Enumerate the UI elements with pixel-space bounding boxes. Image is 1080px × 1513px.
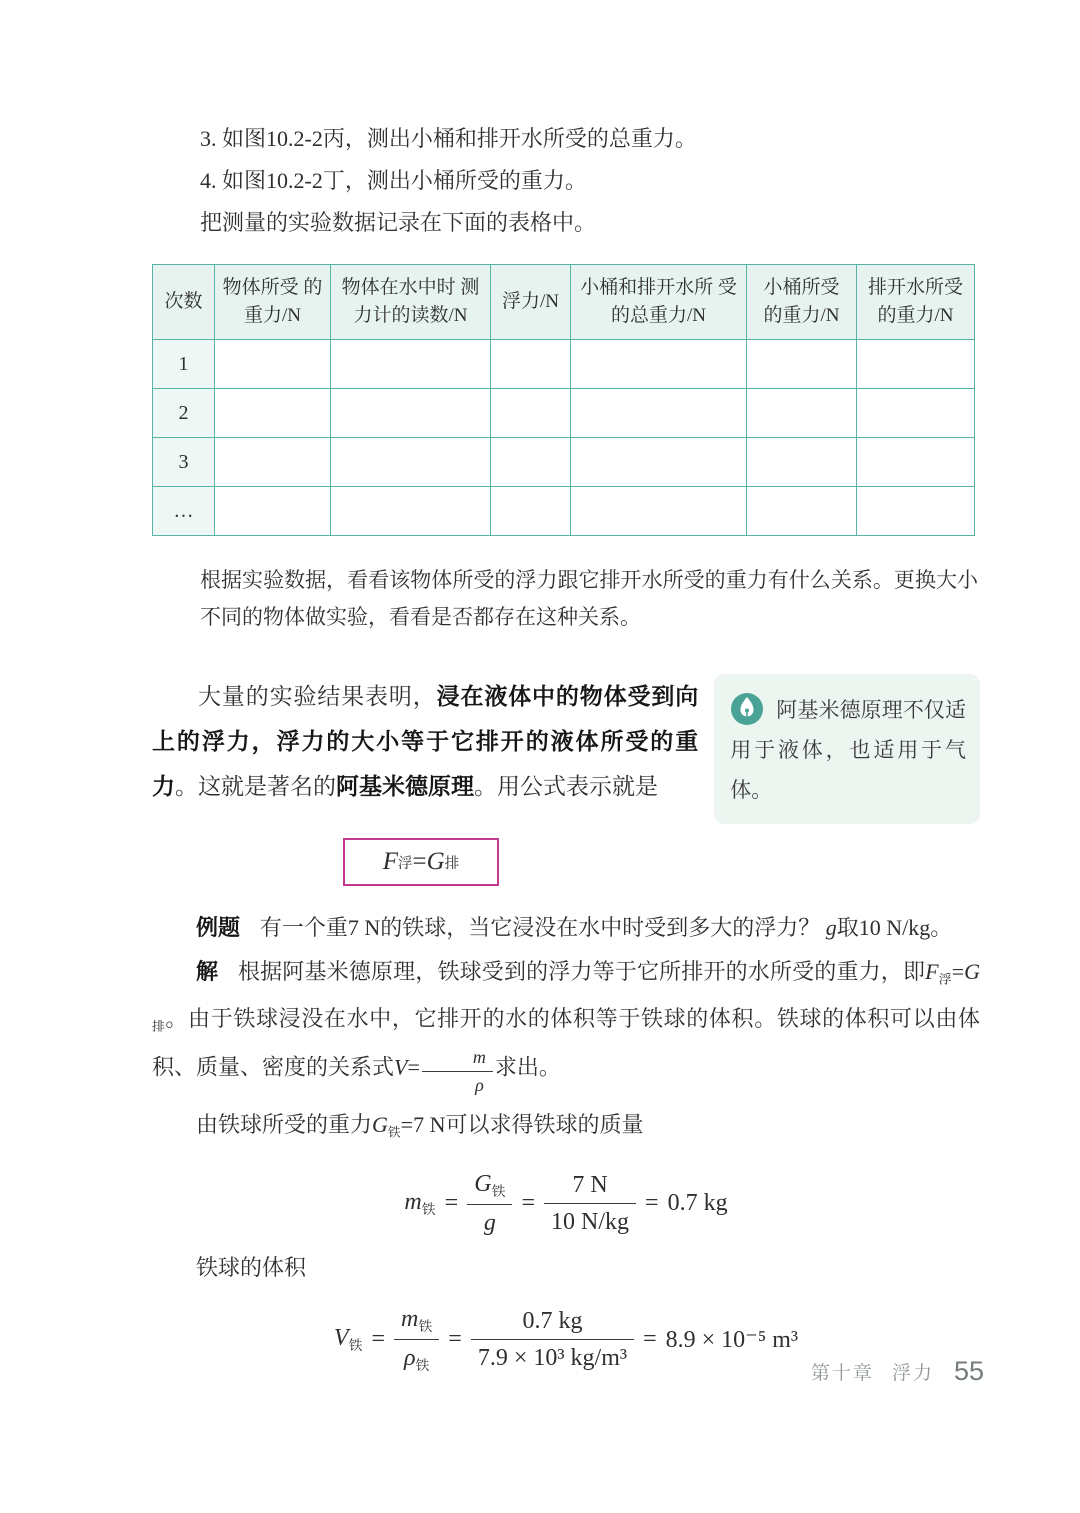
symbolic-fraction: [394, 1304, 439, 1376]
conclusion-text: 。用公式表示就是: [474, 774, 658, 799]
m-subscript: 铁: [421, 1202, 436, 1218]
fraction-numerator: [394, 1304, 439, 1339]
F-subscript: 浮: [938, 972, 952, 987]
formula-G-sub: 排: [444, 855, 460, 872]
mass-lhs: [404, 1189, 435, 1219]
equals-sign: =: [412, 848, 427, 875]
empty-cell: [747, 389, 857, 438]
table-row: [153, 438, 975, 487]
m-subscript: 铁: [418, 1319, 433, 1335]
volume-heading: 铁球的体积: [196, 1255, 307, 1281]
step-3: 3. 如图10.2-2丙，测出小桶和排开水所受的总重力。: [200, 126, 697, 151]
experiment-data-table: [152, 264, 975, 536]
fraction-numerator: 0.7 kg: [522, 1308, 583, 1335]
G-subscript: 排: [152, 1019, 166, 1034]
formula-F-sub: 浮: [398, 855, 413, 872]
table-row: [153, 389, 975, 438]
equals-sign: =: [444, 1189, 459, 1216]
equals-sign: =: [407, 1054, 420, 1080]
V-subscript: 铁: [348, 1338, 363, 1354]
empty-cell: [215, 487, 331, 536]
G-value: =7 N: [400, 1112, 446, 1138]
volume-result: 8.9 × 10⁻⁵ m³: [665, 1327, 799, 1354]
empty-cell: [331, 438, 491, 487]
table-header-cell: 浮力/N: [491, 265, 571, 340]
conclusion-text: 大量的实验结果表明，: [198, 684, 437, 709]
m-variable: m: [401, 1306, 419, 1333]
equals-sign: =: [951, 959, 965, 984]
empty-cell: [215, 340, 331, 389]
equals-sign: =: [643, 1326, 657, 1353]
row-label-cell: 1: [153, 340, 215, 389]
empty-cell: [491, 487, 571, 536]
empty-cell: [857, 340, 975, 389]
empty-cell: [747, 487, 857, 536]
mass-result: 0.7 kg: [667, 1189, 728, 1216]
formula-F: F: [382, 848, 399, 875]
margin-note-text: 阿基米德原理不仅适用于液体，也适用于气体。: [730, 698, 966, 802]
table-header-cell: 物体所受 的重力/N: [215, 265, 331, 340]
table-header-cell: 小桶和排开水所 受的总重力/N: [571, 265, 747, 340]
fraction-denominator: 10 N/kg: [544, 1203, 636, 1237]
page-footer: [811, 1356, 984, 1387]
G-variable: G: [474, 1170, 492, 1197]
mass-line-text: 由铁球所受的重力: [196, 1112, 373, 1138]
solution-paragraph: [152, 952, 980, 1095]
row-label-cell: 2: [153, 389, 215, 438]
empty-cell: [571, 438, 747, 487]
empty-cell: [857, 438, 975, 487]
example-question: 有一个重7 N的铁球，当它浸没在水中时受到多大的浮力？: [259, 915, 821, 940]
empty-cell: [571, 340, 747, 389]
F-variable: F: [925, 959, 939, 984]
G-variable: G: [964, 959, 980, 984]
equals-sign: =: [448, 1326, 462, 1353]
empty-cell: [331, 340, 491, 389]
numeric-fraction: [544, 1170, 636, 1237]
analysis-paragraph: 根据实验数据，看看该物体所受的浮力跟它排开水所受的重力有什么关系。更换大小不同的物体做实验，看看是否都存在这种关系。: [200, 568, 978, 629]
fraction-denominator: ρ: [422, 1071, 493, 1096]
equals-sign: =: [645, 1189, 659, 1216]
solution-text: 。由于铁球浸没在水中，它排开的水的体积等于铁球的体积。铁球的体积可以由体积、质量、密度的关系式: [152, 1006, 980, 1080]
empty-cell: [491, 389, 571, 438]
example-label: 例题: [196, 915, 241, 940]
table-header-cell: 物体在水中时 测力计的读数/N: [331, 265, 491, 340]
archimedes-statement: 浸在液体中的物体受到向上的浮力，浮力的大小等于它排开的液体所受的重力: [152, 683, 699, 799]
V-variable: V: [394, 1054, 408, 1080]
empty-cell: [571, 487, 747, 536]
rho-variable: ρ: [403, 1345, 416, 1372]
mass-line-text: 可以求得铁球的质量: [445, 1112, 644, 1138]
empty-cell: [331, 487, 491, 536]
equals-sign: =: [521, 1189, 536, 1216]
chapter-title: 浮力: [891, 1363, 934, 1384]
numeric-fraction: [471, 1306, 634, 1373]
empty-cell: [857, 389, 975, 438]
conclusion-section: [152, 674, 980, 824]
table-row: [153, 487, 975, 536]
equals-sign: =: [371, 1326, 386, 1353]
row-label-cell: …: [153, 487, 215, 536]
chapter-label: 第十章: [810, 1363, 874, 1384]
empty-cell: [571, 389, 747, 438]
symbolic-fraction: [467, 1169, 512, 1238]
empty-cell: [747, 340, 857, 389]
empty-cell: [215, 438, 331, 487]
G-variable: G: [372, 1112, 388, 1138]
table-header-cell: 次数: [153, 265, 215, 340]
solution-label: 解: [196, 959, 219, 984]
table-row: [153, 340, 975, 389]
row-label-cell: 3: [153, 438, 215, 487]
page-number: 55: [953, 1356, 984, 1386]
density-fraction: [422, 1047, 493, 1096]
experiment-steps: [200, 118, 980, 244]
volume-lhs: [334, 1325, 363, 1355]
G-iron-subscript: 铁: [491, 1184, 506, 1200]
mass-formula: [152, 1169, 980, 1238]
empty-cell: [331, 389, 491, 438]
record-note: 把测量的实验数据记录在下面的表格中。: [200, 210, 597, 235]
table-header-cell: 小桶所受 的重力/N: [747, 265, 857, 340]
example-question-cont: 取10 N/kg。: [836, 915, 953, 940]
step-4: 4. 如图10.2-2丁，测出小桶所受的重力。: [200, 168, 587, 193]
mass-derivation-line: [152, 1105, 980, 1152]
empty-cell: [747, 438, 857, 487]
formula-G: G: [426, 848, 445, 875]
V-variable: V: [333, 1324, 349, 1351]
fraction-numerator: 7 N: [572, 1171, 608, 1198]
table-header-row: [153, 265, 975, 340]
archimedes-principle-term: 阿基米德原理: [336, 773, 474, 799]
conclusion-paragraph: [152, 674, 698, 809]
empty-cell: [491, 340, 571, 389]
solution-text: 求出。: [494, 1054, 561, 1080]
example-paragraph: [152, 908, 980, 948]
fraction-denominator: 7.9 × 10³ kg/m³: [471, 1339, 634, 1373]
solution-text: 根据阿基米德原理，铁球受到的浮力等于它所排开的水所受的重力，即: [237, 959, 926, 984]
fraction-denominator: [394, 1339, 439, 1375]
empty-cell: [491, 438, 571, 487]
rho-subscript: 铁: [415, 1359, 430, 1375]
margin-note-box: [714, 674, 980, 824]
table-header-cell: 排开水所受 的重力/N: [857, 265, 975, 340]
fraction-numerator: m: [472, 1046, 486, 1067]
empty-cell: [215, 389, 331, 438]
G-iron-subscript: 铁: [387, 1125, 401, 1140]
pen-nib-icon: [730, 692, 764, 726]
empty-cell: [857, 487, 975, 536]
m-variable: m: [404, 1188, 422, 1215]
fraction-denominator: g: [467, 1204, 512, 1238]
g-variable: g: [825, 915, 837, 940]
fraction-numerator: [467, 1169, 512, 1204]
conclusion-text: 。这就是著名的: [175, 774, 336, 799]
archimedes-formula-box: [343, 838, 499, 886]
